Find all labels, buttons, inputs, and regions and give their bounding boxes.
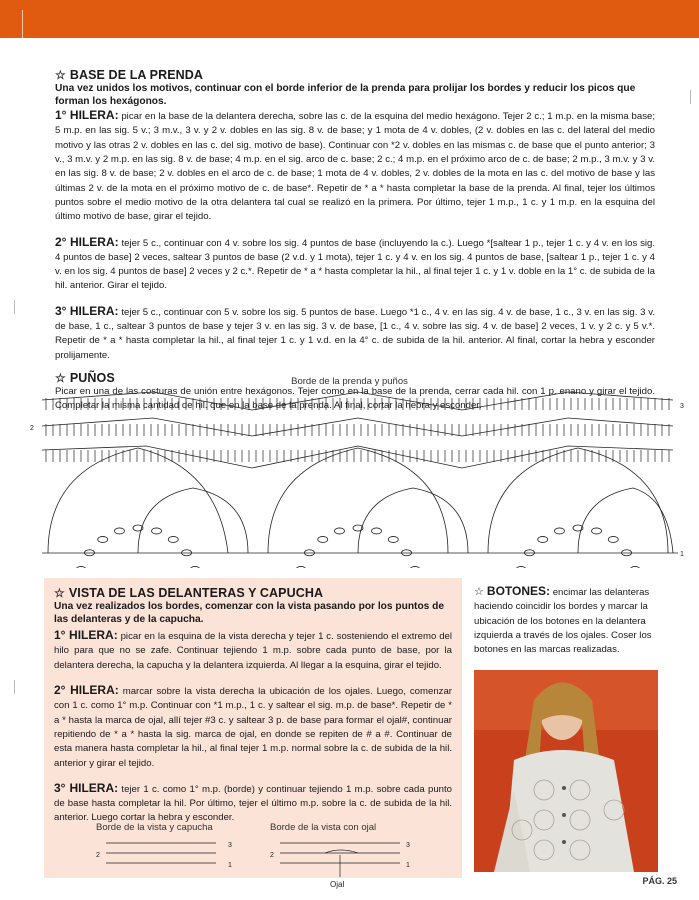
top-color-band bbox=[0, 0, 699, 38]
row-instruction: 2° HILERA: tejer 5 c., continuar con 4 v. sobre los sig. 4 puntos de base (incluyendo la c.). Luego *[saltear 1 p., tejer 1 c. y 4 v. en los sig. 4 puntos de base] 2 veces, saltear 3 puntos de base (2 v.d. y 1 mota), tejer 1 c. y 4 v. en los sig. 4 puntos de base, [saltear 1 p., tejer 1 c. y 4 v. en los sig. 4 puntos de base] 2 veces y 2 c.*. Repetir de * a * hasta completar la hil., al final tejer 1 c. y 1 v. doble en la 1° c. de subida de la hil. anterior. Girar el tejido. bbox=[55, 234, 655, 292]
crochet-chart bbox=[28, 388, 688, 568]
section-title: ☆ BASE DE LA PRENDA bbox=[55, 68, 204, 82]
cluster-mark bbox=[168, 536, 178, 542]
row-number: 3 bbox=[406, 842, 410, 849]
scallop bbox=[358, 488, 468, 553]
cluster-mark bbox=[190, 566, 200, 568]
cluster-mark bbox=[372, 528, 382, 534]
row-number: 1 bbox=[228, 862, 232, 869]
star-icon: ☆ bbox=[55, 68, 66, 82]
row-number: 2 bbox=[96, 852, 100, 859]
row-instruction: 2° HILERA: marcar sobre la vista derecha la ubicación de los ojales. Luego, comenzar con 1 c. como 1° m.p. Continuar con *1 m.p., 1 c. y saltear el sig. m.p. de base*. Repetir de * a * hasta la marca de ojal, allí tejer #3 c. y saltear 3 p. de base para formar el ojal#, continuar repitiendo de * a * hasta la sig. marca de ojal, en donde se repiten de # a #. Continuar de esta manera hasta completar la hil., al final tejer 1 m.p. normal sobre la c. de subida de la hil. anterior y girar el tejido. bbox=[54, 683, 452, 769]
row-instruction: 3° HILERA: tejer 5 c., continuar con 5 v. sobre los sig. 5 puntos de base. Luego *1 c., 4 v. en las sig. 4 v. de base, 1 c., 3 v. en las sig. 3 v. de base, 1 c., saltear 3 puntos de base y tejer 3 v. en las sig. 3 v. de base, [1 c., 4 v. sobre las sig. 4 v. de base] 2 veces, 1 v. y 2 c. y 5 v.*. Repetir de * a * hasta completar la hil., al final tejer 1 c. y 1 v.d. en la 4° c. de subida de la hil. anterior. Al final, cortar la hebra y esconder prolijamente. bbox=[55, 303, 655, 361]
botones-block bbox=[474, 584, 658, 657]
section-intro: Una vez realizados los bordes, comenzar con la vista pasando por los puntos de las delanteras y de la capucha. bbox=[54, 601, 445, 625]
scallop bbox=[578, 488, 673, 553]
cluster-mark bbox=[410, 566, 420, 568]
diagram-title: Borde de la prenda y puños bbox=[291, 376, 408, 387]
cluster-mark bbox=[318, 536, 328, 542]
row-number-1: 1 bbox=[680, 551, 684, 558]
row-number: 2 bbox=[270, 852, 274, 859]
section-title: ☆ VISTA DE LAS DELANTERAS Y CAPUCHA bbox=[54, 586, 324, 600]
cluster-mark bbox=[630, 566, 640, 568]
cluster-mark bbox=[592, 528, 602, 534]
row-instruction: 1° HILERA: picar en la base de la delantera derecha, sobre las c. de la esquina del medio hexágono. Tejer 2 c.; 1 m.p. en la misma base; 5 m.p. en las sig. 5 v.; 3 m.v., 3 v. y 2 v. dobles en las sig. 8 v. de base; y 1 mota de 4 v. dobles, (2 v. dobles en las c. del lateral del medio motivo y las otras 2 v. dobles en las c. del sig. motivo de base). Continuar con *2 v. dobles en las mismas c. de base que el punto anterior; 3 v., 3 m.v. y 2 m.p. en las sig. 8 v. de base; 4 m.p. en el sig. arco de c. base; 2 c.; 4 m.p. en el próximo arco de c. de base; 2 m.p., 3 m.v. y 3 v. en las sig. 8 v. de base; 2 v. dobles en el arco de c. de base; 1 mota de 4 v. dobles, 2 v. dobles de la mota en las c. del motivo de base y las últimas 2 v. de la mota en el próximo motivo de c. de base*. Repetir de * a * hasta completar la base de la prenda. Al final, tejer los últimos puntos sobre el medio motivo de la otra delantera tal cual se realizó en la primera. Por último, tejer 1 m.p., 1 c. y 1 m.p. en la esquina del último motivo de base, girar el tejido. bbox=[55, 108, 655, 223]
section-intro: Una vez unidos los motivos, continuar con el borde inferior de la prenda para prolijar los bordes y reducir los picos que forman los hexágonos. bbox=[55, 83, 636, 107]
margin-mark bbox=[14, 680, 15, 694]
small-chart bbox=[96, 833, 246, 873]
scallop bbox=[138, 488, 248, 553]
diagram-vista-capucha bbox=[96, 822, 246, 878]
row-instruction: 1° HILERA: picar en la esquina de la vista derecha y tejer 1 c. sosteniendo el extremo del hilo para que no se zafe. Continuar tejiendo 1 m.p. sobre cada punto de base, por la delantera derecha, la capucha y la delantera izquierda. Al llegar a la esquina, girar el tejido. bbox=[54, 628, 452, 671]
diagram-vista-ojal bbox=[270, 822, 420, 896]
cluster-mark bbox=[388, 536, 398, 542]
cluster-mark bbox=[608, 536, 618, 542]
scallop bbox=[488, 448, 668, 553]
cluster-mark bbox=[114, 528, 124, 534]
row-number-2: 2 bbox=[30, 425, 34, 432]
page-number: PÁG. 25 bbox=[642, 876, 677, 886]
diagram-title: Borde de la vista con ojal bbox=[270, 822, 377, 833]
cluster-mark bbox=[538, 536, 548, 542]
diagram-title: Borde de la vista y capucha bbox=[96, 822, 213, 833]
section-text: Picar en una de las costuras de unión entre hexágonos. Tejer como en la base de la prenda, cerrar cada hil. con 1 p. enano y girar el tejido. Completar la misma cantidad de hil. que en la base de la prenda. Al final, cortar la hebra y esconder. bbox=[55, 385, 655, 412]
margin-mark bbox=[690, 90, 691, 104]
cluster-mark bbox=[76, 566, 86, 568]
row-number: 1 bbox=[406, 862, 410, 869]
cluster-mark bbox=[152, 528, 162, 534]
row-number: 3 bbox=[228, 842, 232, 849]
cluster-mark bbox=[554, 528, 564, 534]
cluster-mark bbox=[334, 528, 344, 534]
scallop bbox=[268, 448, 448, 553]
row-number-3: 3 bbox=[680, 403, 684, 410]
cluster-mark bbox=[296, 566, 306, 568]
cluster-mark bbox=[98, 536, 108, 542]
star-icon: ☆ bbox=[54, 586, 65, 600]
scallop bbox=[48, 448, 228, 553]
section-base-prenda bbox=[55, 68, 655, 414]
cluster-mark bbox=[516, 566, 526, 568]
row-instruction: 3° HILERA: tejer 1 c. como 1° m.p. (borde) y continuar tejiendo 1 m.p. sobre cada punto de base hasta completar la hil. Por último, tejer el último m.p. sobre la c. de subida de la hil. anterior. Luego cortar la hebra y esconder. bbox=[54, 780, 452, 824]
ojal-label: Ojal bbox=[330, 880, 345, 889]
star-icon: ☆ bbox=[474, 586, 487, 598]
section-title: ☆ PUÑOS bbox=[55, 370, 115, 385]
star-icon: ☆ bbox=[55, 370, 66, 385]
jacket-photo bbox=[474, 670, 658, 872]
margin-mark bbox=[14, 300, 15, 314]
section-text: ☆ BOTONES: encimar las delanteras haciendo coincidir los bordes y marcar la ubicación de los botones en la delantera izquierda a través de los ojales. Coser los botones en las marcas realizadas. bbox=[474, 584, 652, 656]
small-chart bbox=[270, 833, 420, 891]
